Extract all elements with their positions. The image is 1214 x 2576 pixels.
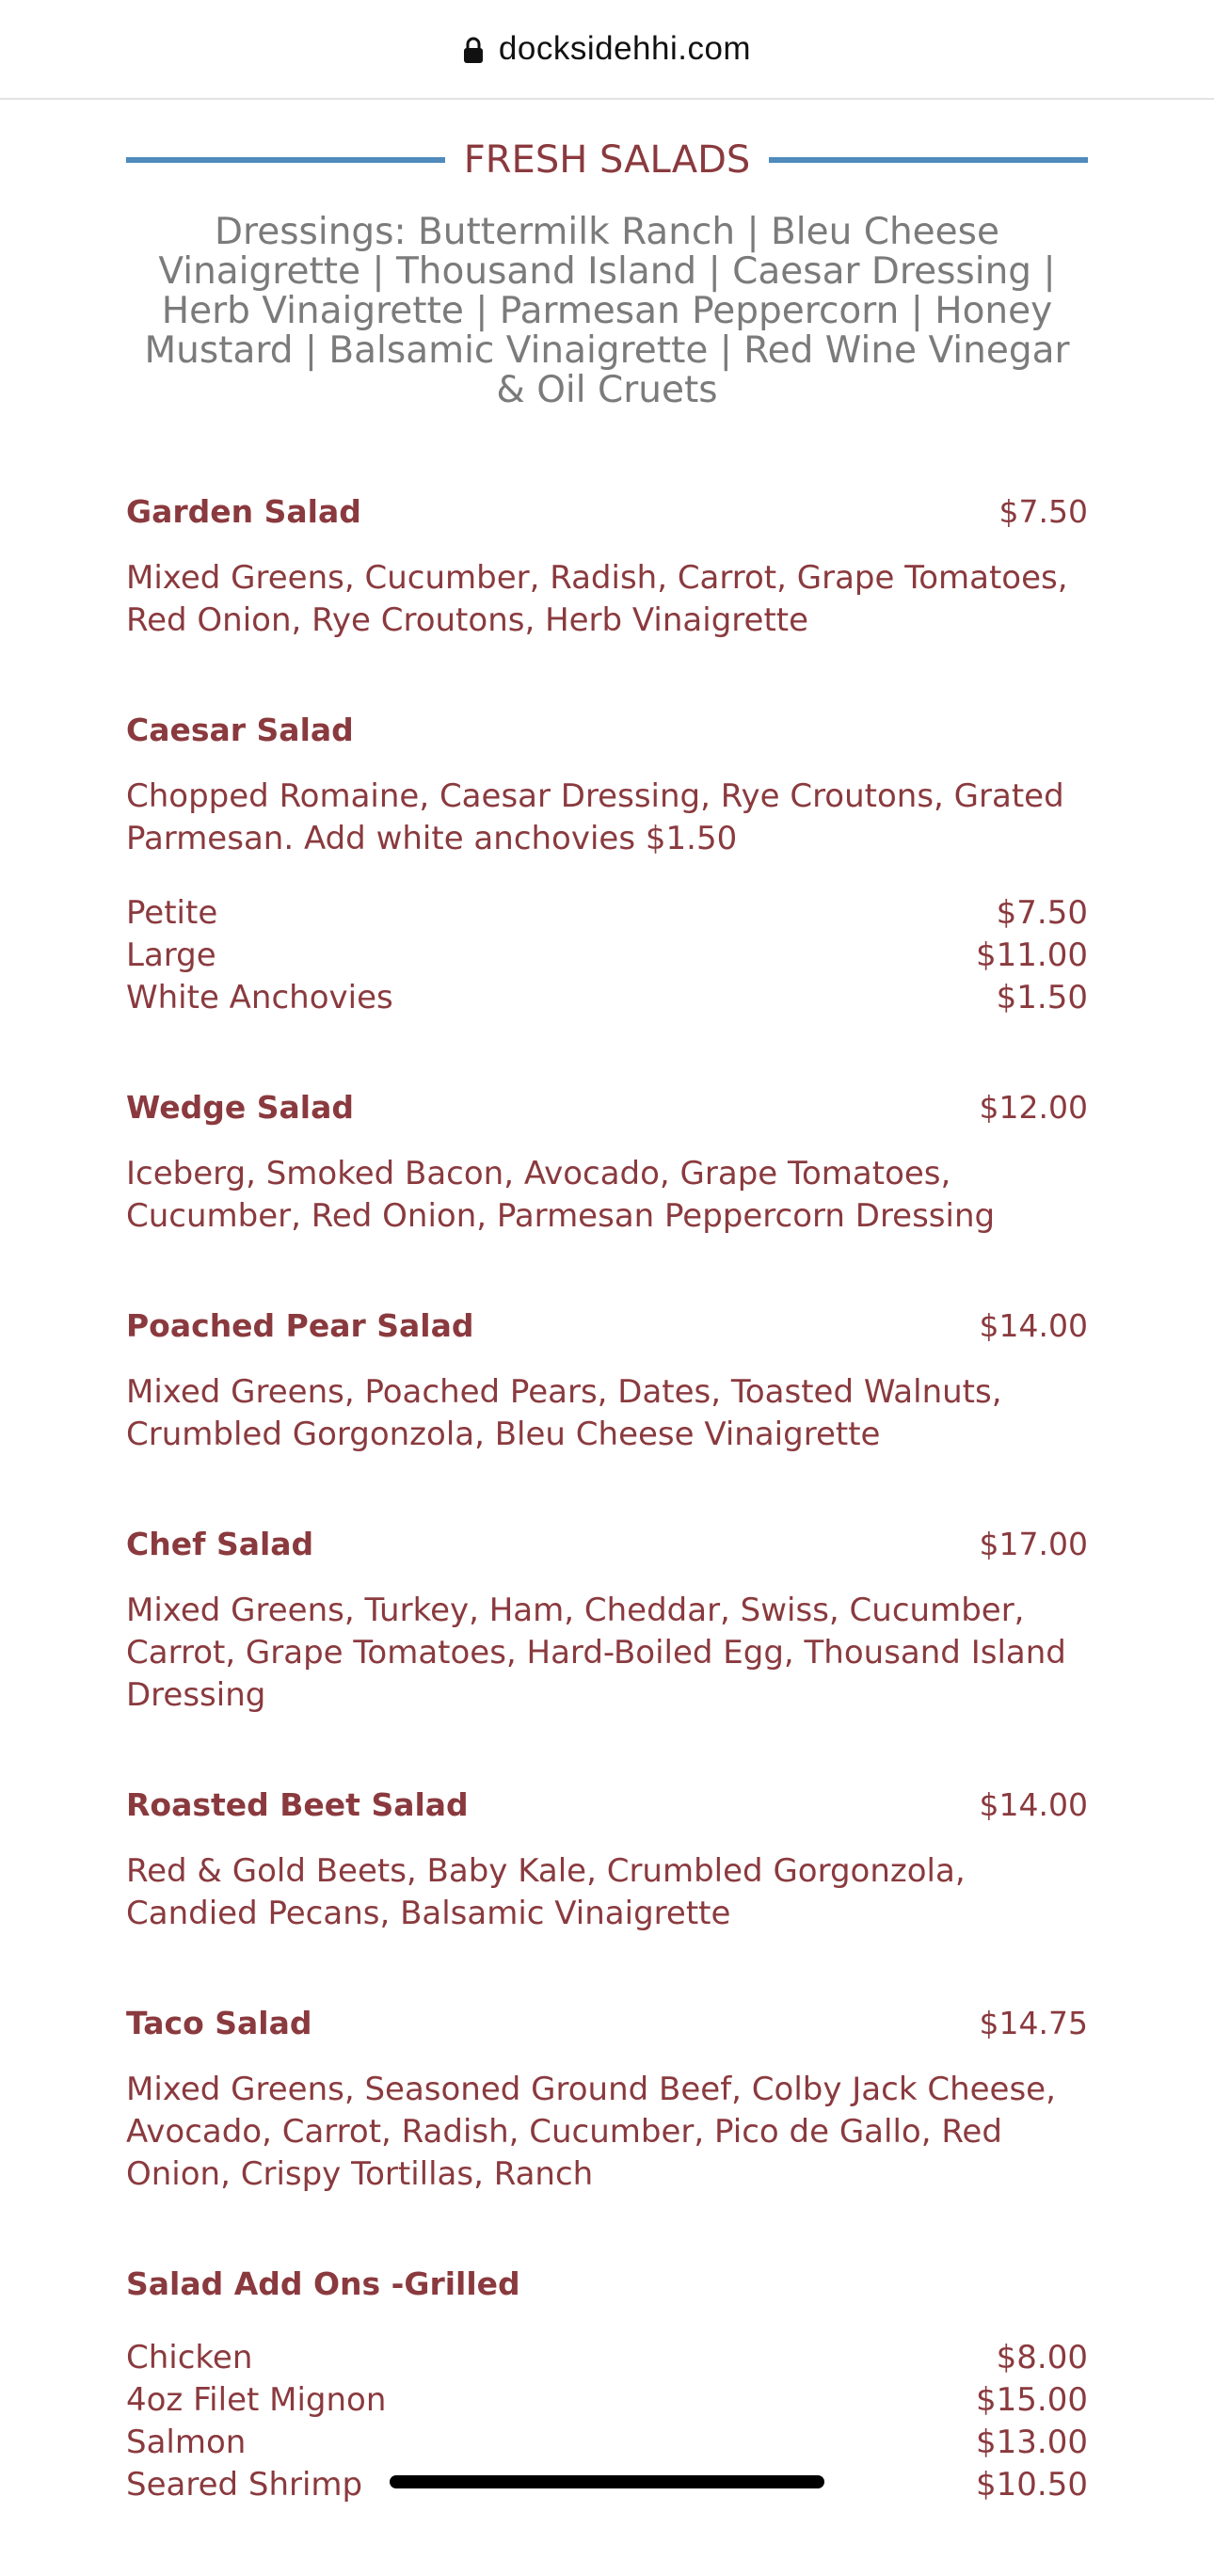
item-price: $17.00: [979, 1526, 1088, 1562]
home-indicator[interactable]: [390, 2475, 824, 2488]
item-price: $7.50: [998, 493, 1088, 530]
item-name: Chef Salad: [126, 1526, 314, 1562]
lock-icon: [463, 36, 484, 64]
item-name: Garden Salad: [126, 493, 361, 530]
section-rule-left: [126, 157, 445, 163]
option-price: $13.00: [976, 2424, 1088, 2461]
option-label: Salmon: [126, 2424, 247, 2461]
option-price: $8.00: [996, 2339, 1088, 2376]
item-name: Caesar Salad: [126, 712, 354, 748]
dressings-note: Dressings: Buttermilk Ranch | Bleu Cheese Vinaigrette | Thousand Island | Caesar Dressing | Herb Vinaigrette | Parmesan Peppercorn | Honey Mustard | Balsamic Vinaigrette | Red Wine Vinegar & Oil Cruets: [144, 211, 1070, 411]
price-row: [126, 892, 1088, 935]
option-price: $1.50: [996, 979, 1088, 1016]
price-row: [126, 935, 1088, 977]
addons-title: Salad Add Ons -Grilled: [126, 2265, 520, 2302]
price-row: [126, 2422, 1088, 2464]
item-price: $14.00: [979, 1786, 1088, 1823]
menu-item: [126, 1786, 1088, 1935]
option-label: Large: [126, 936, 216, 974]
addons-section: [126, 2265, 1088, 2506]
menu-item: [126, 712, 1088, 1019]
item-description: Iceberg, Smoked Bacon, Avocado, Grape Tomatoes, Cucumber, Red Onion, Parmesan Peppercorn Dressing: [126, 1155, 996, 1235]
browser-address-bar[interactable]: [0, 0, 1214, 100]
item-name: Wedge Salad: [126, 1089, 354, 1126]
item-name: Poached Pear Salad: [126, 1307, 474, 1344]
menu-item: [126, 1089, 1088, 1238]
item-description: Red & Gold Beets, Baby Kale, Crumbled Gorgonzola, Candied Pecans, Balsamic Vinaigrette: [126, 1852, 966, 1932]
menu-item: [126, 493, 1088, 642]
price-row: [126, 977, 1088, 1019]
menu-content: [126, 132, 1088, 2576]
price-row: [126, 2379, 1088, 2422]
section-rule-right: [769, 157, 1088, 163]
item-price: $12.00: [979, 1089, 1088, 1126]
option-label: Chicken: [126, 2339, 253, 2376]
option-price: $10.50: [976, 2466, 1088, 2504]
menu-item: [126, 2005, 1088, 2196]
item-description: Mixed Greens, Poached Pears, Dates, Toasted Walnuts, Crumbled Gorgonzola, Bleu Cheese Vinaigrette: [126, 1373, 1002, 1453]
option-price: $7.50: [996, 894, 1088, 932]
item-description: Mixed Greens, Seasoned Ground Beef, Colby Jack Cheese, Avocado, Carrot, Radish, Cucumber, Pico de Gallo, Red Onion, Crispy Tortillas, Ranch: [126, 2071, 1056, 2193]
item-price: $14.00: [979, 1307, 1088, 1344]
item-description: Mixed Greens, Turkey, Ham, Cheddar, Swiss, Cucumber, Carrot, Grape Tomatoes, Hard-Boiled Egg, Thousand Island Dressing: [126, 1592, 1066, 1714]
section-header: [126, 132, 1088, 188]
item-name: Taco Salad: [126, 2005, 312, 2041]
item-name: Roasted Beet Salad: [126, 1786, 469, 1823]
menu-item: [126, 1307, 1088, 1456]
option-label: 4oz Filet Mignon: [126, 2381, 387, 2419]
browser-domain: docksidehhi.com: [498, 30, 752, 67]
option-label: Petite: [126, 894, 218, 932]
option-label: Seared Shrimp: [126, 2466, 363, 2504]
menu-items: [126, 493, 1088, 2506]
size-options: [126, 892, 1088, 1019]
price-row: [126, 2337, 1088, 2379]
item-description: Chopped Romaine, Caesar Dressing, Rye Croutons, Grated Parmesan. Add white anchovies $1.50: [126, 777, 1064, 857]
section-title: FRESH SALADS: [463, 138, 751, 182]
item-description: Mixed Greens, Cucumber, Radish, Carrot, Grape Tomatoes, Red Onion, Rye Croutons, Herb Vinaigrette: [126, 559, 1068, 639]
option-price: $11.00: [976, 936, 1088, 974]
menu-item: [126, 1526, 1088, 1717]
option-price: $15.00: [976, 2381, 1088, 2419]
option-label: White Anchovies: [126, 979, 393, 1016]
item-price: $14.75: [979, 2005, 1088, 2041]
